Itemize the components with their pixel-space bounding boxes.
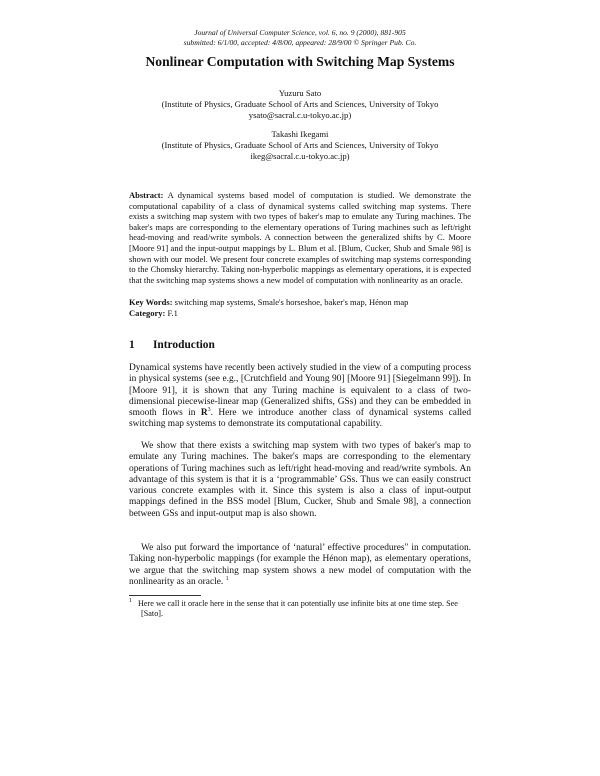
journal-citation: Journal of Universal Computer Science, vol. 6, no. 9 (2000), 881-905 [194,28,406,37]
category [129,308,178,319]
p3-text: We also put forward the importance of ‘natural’ effective procedures" in computation. Taking non-hyperbolic mappings (for example the Hénon map), as elementary operations, we argue that the switching map system shows a new model of computation with the nonlinearity as an oracle. [129,543,471,587]
p1-text-a: Dynamical systems have recently been actively studied in the view of a computing process in physical systems (see e.g., [Crutchfield and Young 90] [Moore 91] [Siegelmann 99]). In [Moore 91], it is shown that any Turing machine is equivalent to a class of two-dimensional piecewise-linear map (Generalized shifts, GSs) and they can be embedded in smooth flows in [129,363,471,419]
p1-real-symbol: R [200,408,208,419]
section-heading [129,339,215,351]
abstract-label: Abstract: [129,190,164,200]
intro-paragraph-1 [129,363,471,431]
intro-paragraph-2: We show that there exists a switching map system with two types of baker's map to emulate any Turing machines. The baker's maps are corresponding to the elementary operations of Turing machines such as left/right head-moving and read/write symbols. An advantage of this system is that it is a ‘programmable’ GSs. Thus we can easily construct various concrete examples with it. Since this system is also a class of input-output mappings defined in the BSS model [Blum, Cucker, Shub and Smale 98], a connection between GSs and input-output map is also shown. [129,441,471,519]
footnote-rule [129,595,201,596]
category-text: F.1 [167,308,178,318]
author-name-1: Yuzuru Sato [278,88,322,98]
abstract-text: A dynamical systems based model of computation is studied. We demonstrate the computational capability of a class of dynamical systems called switching map systems. There exists a switching map system with two types of baker's map to emulate any Turing machines. The baker's maps are corresponding to the elementary operations of Turing machines such as left/right head-moving and read/write symbols. A connection between the generalized shifts by C. Moore [Moore 91] and the input-output mappings by L. Blum et al. [Blum, Cucker, Shub and Smale 98] is shown with our model. We present four concrete examples of switching map systems corresponding to the Chomsky hierarchy. Taking non-hyperbolic mappings as elementary operations, it is expected that the switching map systems shows a new model of computation with nonlinearity as an oracle. [129,190,472,285]
p1-text-b: . Here we introduce another class of dynamical systems called switching map systems to demonstrate its computational capability. [129,408,472,430]
submission-dates: submitted: 6/1/00, accepted: 4/8/00, appeared: 28/9/00 © Springer Pub. Co. [183,38,417,47]
footnote-mark: 1 [129,598,132,604]
author-email-1[interactable]: ysato@sacral.c.u-tokyo.ac.jp) [248,110,352,120]
paper-title: Nonlinear Computation with Switching Map Systems [145,54,455,69]
footnote [129,599,471,619]
footnote-ref-mark[interactable]: 1 [225,575,229,582]
intro-paragraph-3 [129,543,471,588]
section-number: 1 [129,339,135,351]
author-affiliation-1: (Institute of Physics, Graduate School of Arts and Sciences, University of Tokyo [161,99,439,109]
footnote-text: Here we call it oracle here in the sense that it can potentially use infinite bits at one time step. See [Sato]. [138,599,458,618]
p1-exponent: 3 [207,407,211,414]
category-label: Category: [129,308,166,318]
section-title: Introduction [153,339,215,351]
keywords-label: Key Words: [129,297,173,307]
keywords-text: switching map systems, Smale's horseshoe, baker's map, Hénon map [174,297,409,307]
abstract [129,190,471,285]
author-name-2: Takashi Ikegami [271,129,329,139]
author-email-2[interactable]: ikeg@sacral.c.u-tokyo.ac.jp) [250,151,350,161]
author-affiliation-2: (Institute of Physics, Graduate School of Arts and Sciences, University of Tokyo [161,140,439,150]
keywords [129,297,408,308]
